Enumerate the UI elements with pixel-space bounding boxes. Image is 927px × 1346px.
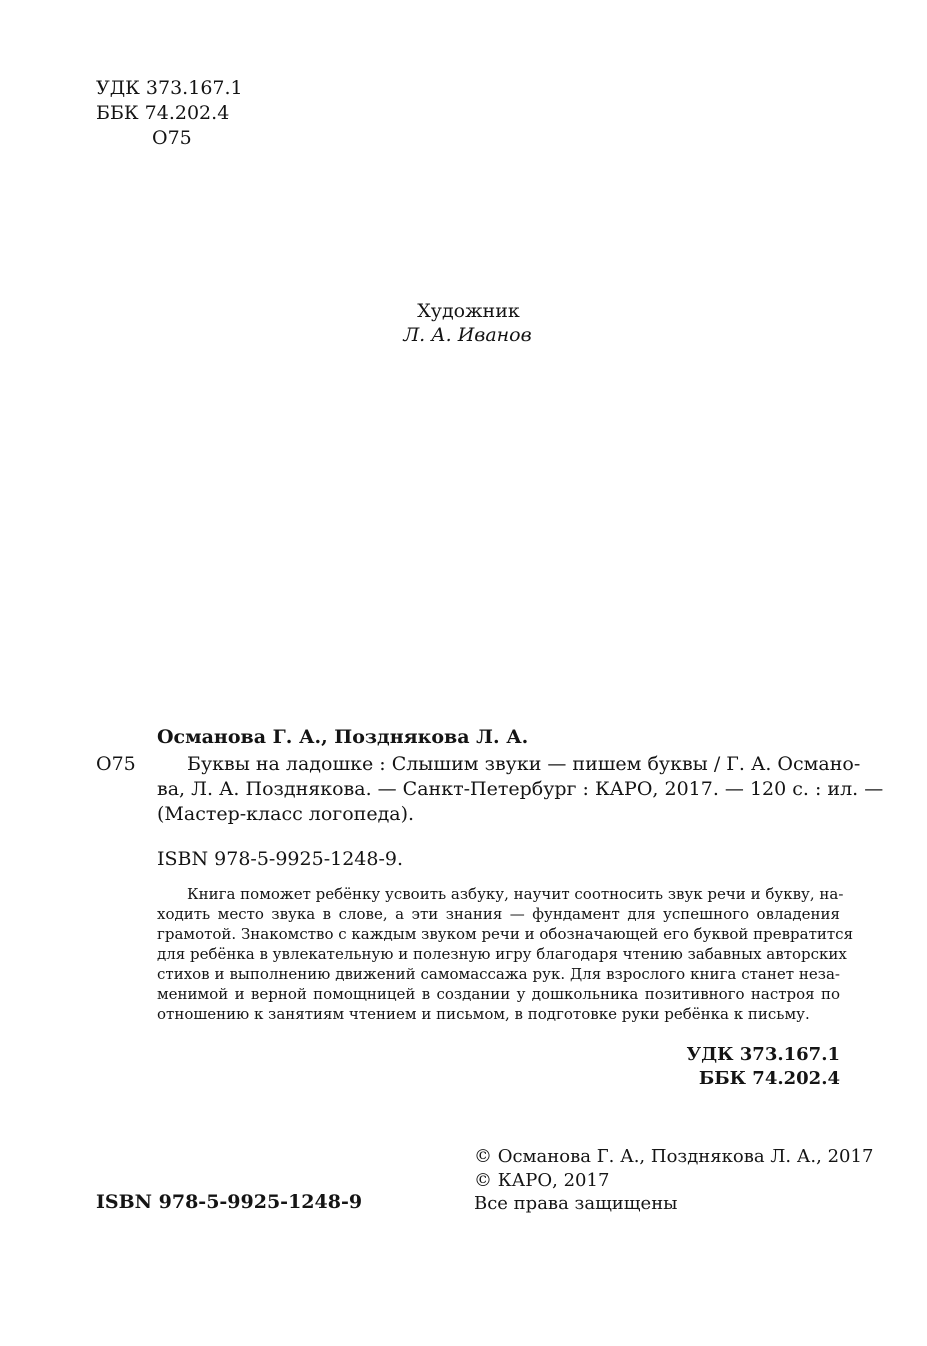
annotation-line: Книга поможет ребёнку усвоить азбуку, научит соотносить звук речи и букву, на- xyxy=(187,885,844,903)
annotation-line: грамотой. Знакомство с каждым звуком речи и обозначающей его буквой превратится xyxy=(157,925,854,943)
bibliography-isbn: ISBN 978-5-9925-1248-9. xyxy=(157,848,404,870)
bibliography-line: (Мастер-класс логопеда). xyxy=(157,803,415,825)
artist-title: Художник xyxy=(417,300,520,322)
copyright-authors: © Османова Г. А., Позднякова Л. А., 2017 xyxy=(474,1146,874,1167)
copyright-publisher: © КАРО, 2017 xyxy=(474,1170,610,1191)
bibliography-authors: Османова Г. А., Позднякова Л. А. xyxy=(157,726,529,748)
annotation-line: ходить место звука в слове, а эти знания — фундамент для успешного овладения xyxy=(157,905,840,923)
bibliography-line: Буквы на ладошке : Слышим звуки — пишем буквы / Г. А. Османо- xyxy=(187,753,861,775)
copyright-rights: Все права защищены xyxy=(474,1193,678,1214)
udk-bottom: УДК 373.167.1 xyxy=(686,1044,840,1065)
bbk-bottom: ББК 74.202.4 xyxy=(698,1068,840,1089)
bibliography-line: ва, Л. А. Позднякова. — Санкт-Петербург : КАРО, 2017. — 120 с. : ил. — xyxy=(157,778,884,800)
annotation-line: стихов и выполнению движений самомассажа рук. Для взрослого книга станет неза- xyxy=(157,965,840,983)
bbk-top: ББК 74.202.4 xyxy=(96,102,230,124)
annotation xyxy=(157,884,854,1024)
author-mark-top: О75 xyxy=(152,127,192,149)
annotation-line: менимой и верной помощницей в создании у дошкольника позитивного настроя по xyxy=(157,985,840,1003)
annotation-line: отношению к занятиям чтением и письмом, в подготовке руки ребёнка к письму. xyxy=(157,1005,810,1023)
udk-top: УДК 373.167.1 xyxy=(96,77,243,99)
artist-name: Л. А. Иванов xyxy=(403,324,532,346)
annotation-line: для ребёнка в увлекательную и полезную игру благодаря чтению забавных авторских xyxy=(157,945,847,963)
bibliography-description xyxy=(157,752,884,827)
isbn-bottom: ISBN 978-5-9925-1248-9 xyxy=(96,1191,363,1213)
bibliography-author-mark: О75 xyxy=(96,753,136,775)
